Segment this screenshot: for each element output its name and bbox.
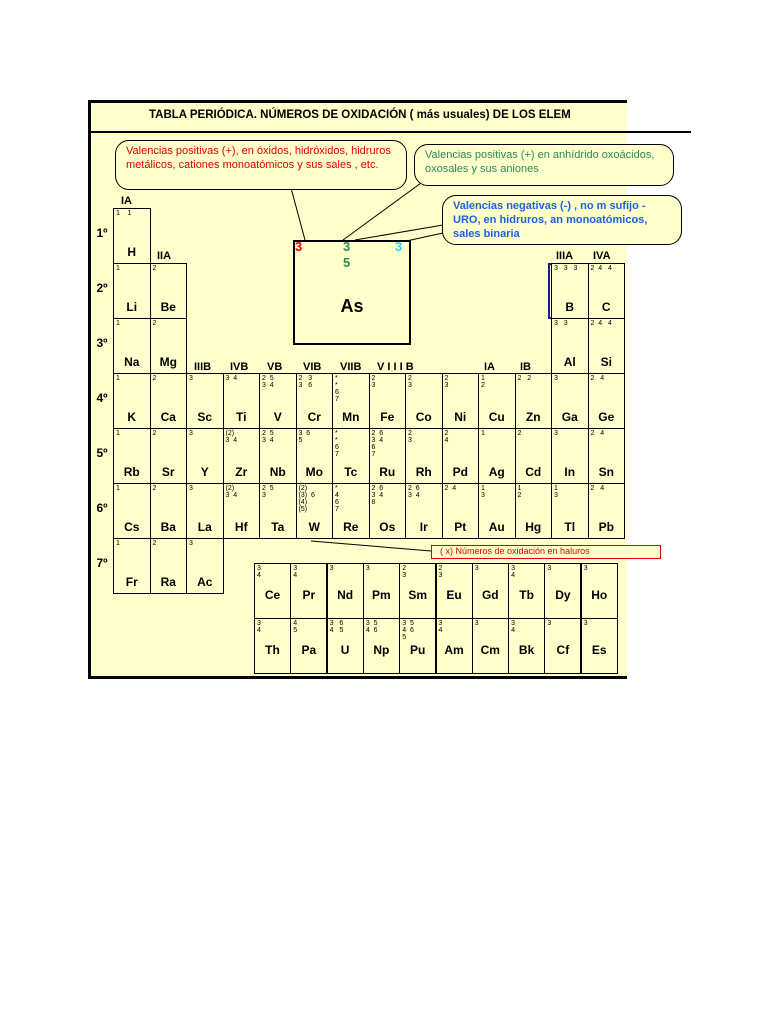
element-symbol: Am <box>444 643 464 657</box>
element-symbol: Ca <box>160 410 176 424</box>
element-symbol: Sn <box>598 465 614 479</box>
oxidation-states: 3 4 <box>511 620 515 634</box>
oxidation-states: 1 <box>116 375 120 382</box>
oxidation-states: * 4 6 7 <box>335 485 339 513</box>
halide-footnote: ( x) Números de oxidación en haluros <box>431 545 661 559</box>
oxidation-states: 3 <box>474 565 479 572</box>
element-cell-ca <box>150 373 188 429</box>
element-symbol: Ac <box>197 575 213 589</box>
element-cell-la <box>186 483 224 539</box>
oxidation-states: (2) 3 4 <box>225 485 238 499</box>
positive-valences-callout: Valencias positivas (+), en óxidos, hidróxidos, hidruros metálicos, cationes monoatómicos y sus sales , etc. <box>115 140 407 190</box>
period-label: 6º <box>96 501 108 515</box>
element-symbol: Cu <box>488 410 505 424</box>
element-cell-mn <box>332 373 370 429</box>
element-symbol: Rb <box>123 465 140 479</box>
oxidation-states: 1 1 <box>116 210 132 217</box>
element-symbol: Tl <box>564 520 576 534</box>
element-cell-nb <box>259 428 297 484</box>
element-symbol: Fr <box>125 575 138 589</box>
oxidation-states: 3 4 <box>293 565 298 579</box>
element-symbol: Au <box>488 520 505 534</box>
element-cell-pu <box>399 618 436 674</box>
period-label: 7º <box>96 556 108 570</box>
oxidation-states: 3 4 <box>438 620 443 634</box>
element-cell-cm <box>472 618 509 674</box>
group-label: IB <box>520 361 531 373</box>
element-cell-cf <box>544 618 581 674</box>
oxidation-states: 3 3 <box>554 320 568 327</box>
oxidation-states: 3 <box>583 565 588 572</box>
element-symbol: Al <box>563 355 576 369</box>
element-cell-ir <box>405 483 443 539</box>
element-cell-zr <box>223 428 261 484</box>
element-cell-pm <box>363 563 400 619</box>
oxidation-states: 2 5 3 <box>262 485 274 499</box>
element-symbol: Tb <box>519 588 534 602</box>
element-cell-ce <box>254 563 291 619</box>
negative-valences-callout: Valencias negativas (-) , no m sufijo -URO, en hidruros, an monoatómicos, sales binaria <box>442 195 682 245</box>
period-label: 5º <box>96 446 108 460</box>
element-symbol: H <box>127 245 137 259</box>
element-symbol: V <box>273 410 282 424</box>
oxidation-states: 3 4 <box>511 565 515 579</box>
group-label: IA <box>484 361 495 373</box>
element-cell-os <box>369 483 407 539</box>
element-cell-ru <box>369 428 407 484</box>
oxidation-states: 3 3 3 <box>554 265 578 272</box>
element-cell-ag <box>478 428 516 484</box>
group-label: VIIB <box>340 361 362 373</box>
element-symbol: Ti <box>236 410 247 424</box>
element-cell-hg <box>515 483 553 539</box>
element-cell-ac <box>186 538 224 594</box>
element-symbol: Ga <box>561 410 578 424</box>
element-symbol: Pt <box>454 520 467 534</box>
element-cell-k <box>113 373 151 429</box>
oxidation-states: 2 <box>152 540 157 547</box>
table-title: TABLA PERIÓDICA. NÚMEROS DE OXIDACIÓN ( más usuales) DE LOS ELEM <box>91 103 691 133</box>
element-cell-pr <box>290 563 327 619</box>
element-cell-eu <box>436 563 473 619</box>
element-symbol: Hg <box>525 520 542 534</box>
element-symbol: Zr <box>235 465 248 479</box>
element-symbol: Sc <box>197 410 213 424</box>
element-cell-gd <box>472 563 509 619</box>
oxidation-states: 2 3 <box>408 430 412 444</box>
element-symbol: Y <box>200 465 209 479</box>
oxidation-states: 1 <box>116 265 120 272</box>
element-cell-cd <box>515 428 553 484</box>
element-symbol: Os <box>379 520 396 534</box>
example-blue-valence: 3 <box>395 239 403 254</box>
oxidation-states: 3 6 5 <box>298 430 311 444</box>
oxidation-states: 2 5 3 4 <box>262 375 274 389</box>
element-symbol: Tc <box>344 465 358 479</box>
element-cell-mg <box>150 318 188 374</box>
oxidation-states: 2 3 <box>438 565 443 579</box>
group-label: VB <box>267 361 283 373</box>
element-symbol: Mo <box>305 465 323 479</box>
oxidation-states: 2 <box>152 485 157 492</box>
oxidation-states: 1 <box>116 430 120 437</box>
element-symbol: Th <box>265 643 280 657</box>
oxoacid-valences-callout: Valencias positivas (+) en anhídrido oxoácidos, oxosales y sus aniones <box>414 144 674 186</box>
oxidation-states: 3 <box>189 375 193 382</box>
element-cell-na <box>113 318 151 374</box>
element-cell-dy <box>544 563 581 619</box>
element-symbol: Co <box>415 410 432 424</box>
oxidation-states: 2 3 <box>402 565 407 579</box>
periodic-table-sheet <box>88 100 655 679</box>
element-cell-ge <box>588 373 626 429</box>
oxidation-states: 2 2 <box>517 375 532 382</box>
oxidation-states: 2 <box>152 430 157 437</box>
oxidation-states: * * 6 7 <box>335 375 339 403</box>
element-cell-ti <box>223 373 261 429</box>
element-cell-th <box>254 618 291 674</box>
element-cell-bk <box>508 618 545 674</box>
element-symbol: Cf <box>556 643 570 657</box>
element-symbol: Ce <box>264 588 281 602</box>
element-cell-re <box>332 483 370 539</box>
oxidation-states: 3 <box>554 375 558 382</box>
oxidation-states: 3 5 4 6 <box>365 620 378 634</box>
oxidation-states: 2 4 <box>444 485 457 492</box>
oxidation-states: 3 4 <box>257 620 261 634</box>
element-symbol: W <box>308 520 320 534</box>
example-symbol: As <box>340 296 364 316</box>
oxidation-states: * * 6 7 <box>335 430 339 458</box>
group-label: IIA <box>157 250 172 262</box>
group-label: IIIB <box>194 361 212 373</box>
oxidation-states: 1 <box>481 430 485 437</box>
element-cell-al <box>551 318 589 374</box>
element-symbol: Mg <box>159 355 177 369</box>
element-cell-es <box>581 618 618 674</box>
element-symbol: U <box>340 643 350 657</box>
element-cell-sm <box>399 563 436 619</box>
element-symbol: Be <box>160 300 176 314</box>
element-cell-v <box>259 373 297 429</box>
element-cell-li <box>113 263 151 319</box>
oxidation-states: 2 <box>517 430 522 437</box>
oxidation-states: 2 3 <box>444 375 449 389</box>
example-element-cell <box>293 240 411 345</box>
oxidation-states: 3 <box>583 620 588 627</box>
element-cell-nd <box>327 563 364 619</box>
element-symbol: Ni <box>454 410 467 424</box>
element-symbol: Cd <box>525 465 542 479</box>
element-cell-si <box>588 318 626 374</box>
element-cell-hf <box>223 483 261 539</box>
element-cell-pb <box>588 483 626 539</box>
element-symbol: Sr <box>161 465 175 479</box>
example-red-valence: 3 <box>295 239 303 254</box>
element-symbol: Pu <box>410 643 426 657</box>
oxidation-states: 1 2 <box>481 375 485 389</box>
element-symbol: Dy <box>555 588 571 602</box>
oxidation-states: 2 4 4 <box>590 265 612 272</box>
element-cell-ta <box>259 483 297 539</box>
element-symbol: Pd <box>452 465 468 479</box>
oxidation-states: 3 4 <box>257 565 261 579</box>
element-cell-au <box>478 483 516 539</box>
element-symbol: Ra <box>160 575 176 589</box>
element-symbol: Pm <box>372 588 391 602</box>
oxidation-states: 1 2 <box>517 485 522 499</box>
element-symbol: Sm <box>408 588 428 602</box>
element-symbol: Ag <box>488 465 505 479</box>
element-cell-tb <box>508 563 545 619</box>
oxidation-states: 1 <box>116 485 120 492</box>
element-cell-sr <box>150 428 188 484</box>
oxidation-states: 2 6 3 4 <box>408 485 420 499</box>
element-cell-am <box>436 618 473 674</box>
oxidation-states: 1 3 <box>481 485 485 499</box>
element-cell-be <box>150 263 188 319</box>
element-symbol: Ge <box>598 410 615 424</box>
element-cell-tc <box>332 428 370 484</box>
oxidation-states: 2 3 <box>408 375 412 389</box>
period-label: 3º <box>96 336 108 350</box>
element-cell-pa <box>290 618 327 674</box>
element-cell-cu <box>478 373 516 429</box>
element-cell-h <box>113 208 151 264</box>
oxidation-states: 3 <box>547 620 552 627</box>
element-cell-ga <box>551 373 589 429</box>
oxidation-states: 1 <box>116 320 120 327</box>
element-symbol: Mn <box>342 410 360 424</box>
element-cell-ni <box>442 373 480 429</box>
oxidation-states: 3 <box>474 620 479 627</box>
group-label: IVA <box>593 250 611 262</box>
oxidation-states: 3 <box>189 540 193 547</box>
group-label: IVB <box>230 361 249 373</box>
oxidation-states: 3 <box>365 565 370 572</box>
oxidation-states: 2 3 3 6 <box>298 375 313 389</box>
period-column <box>91 208 114 593</box>
element-symbol: La <box>197 520 212 534</box>
element-cell-y <box>186 428 224 484</box>
oxidation-states: 3 6 4 5 <box>329 620 344 634</box>
element-cell-rb <box>113 428 151 484</box>
element-symbol: Eu <box>446 588 462 602</box>
group-label: VIB <box>303 361 322 373</box>
element-cell-ho <box>581 563 618 619</box>
period-label: 4º <box>96 391 108 405</box>
element-symbol: Zn <box>525 410 541 424</box>
oxidation-states: (2) (3) 6 (4) (5) <box>298 485 315 513</box>
element-symbol: Ir <box>419 520 428 534</box>
element-symbol: Rh <box>415 465 432 479</box>
element-cell-pd <box>442 428 480 484</box>
group-label: V I I I B <box>377 361 414 373</box>
element-cell-rh <box>405 428 443 484</box>
element-symbol: Li <box>126 300 138 314</box>
element-cell-mo <box>296 428 334 484</box>
element-cell-in <box>551 428 589 484</box>
element-cell-u <box>327 618 364 674</box>
oxidation-states: 3 <box>189 430 193 437</box>
element-symbol: Cs <box>124 520 140 534</box>
oxidation-states: 1 3 <box>554 485 558 499</box>
element-symbol: Nb <box>269 465 286 479</box>
element-symbol: Pb <box>598 520 614 534</box>
element-symbol: Fe <box>380 410 395 424</box>
element-cell-sn <box>588 428 626 484</box>
element-cell-sc <box>186 373 224 429</box>
element-symbol: Ho <box>591 588 608 602</box>
oxidation-states: 2 4 <box>590 485 605 492</box>
element-symbol: Na <box>124 355 140 369</box>
element-symbol: C <box>601 300 611 314</box>
oxidation-states: 2 <box>152 320 157 327</box>
period-label: 2º <box>96 281 108 295</box>
element-cell-co <box>405 373 443 429</box>
element-cell-c <box>588 263 626 319</box>
example-green-valence: 3 5 <box>343 239 351 270</box>
oxidation-states: 2 <box>152 265 157 272</box>
oxidation-states: (2) 3 4 <box>225 430 238 444</box>
oxidation-states: 3 5 4 6 5 <box>402 620 414 641</box>
element-cell-cr <box>296 373 334 429</box>
oxidation-states: 3 <box>329 565 334 572</box>
oxidation-states: 3 4 <box>225 375 238 382</box>
element-symbol: Si <box>600 355 612 369</box>
oxidation-states: 2 6 3 4 8 <box>371 485 384 506</box>
oxidation-states: 2 4 <box>590 375 605 382</box>
element-symbol: K <box>127 410 137 424</box>
oxidation-states: 1 <box>116 540 120 547</box>
group-label: IIIA <box>556 250 574 262</box>
element-symbol: Pr <box>302 588 316 602</box>
element-symbol: B <box>565 300 575 314</box>
element-symbol: Ta <box>271 520 285 534</box>
oxidation-states: 2 4 <box>444 430 449 444</box>
element-cell-ra <box>150 538 188 594</box>
period-label: 1º <box>96 226 108 240</box>
oxidation-states: 2 6 3 4 6 7 <box>371 430 384 458</box>
element-symbol: Nd <box>337 588 354 602</box>
oxidation-states: 3 <box>554 430 558 437</box>
oxidation-states: 2 3 <box>371 375 376 389</box>
oxidation-states: 2 <box>152 375 157 382</box>
element-symbol: Ru <box>379 465 396 479</box>
element-symbol: Np <box>373 643 390 657</box>
element-cell-fe <box>369 373 407 429</box>
element-symbol: Es <box>591 643 607 657</box>
oxidation-states: 2 5 3 4 <box>262 430 274 444</box>
element-symbol: Ba <box>160 520 176 534</box>
element-cell-np <box>363 618 400 674</box>
element-cell-tl <box>551 483 589 539</box>
element-symbol: In <box>564 465 576 479</box>
oxidation-states: 3 <box>189 485 193 492</box>
oxidation-states: 3 <box>547 565 552 572</box>
oxidation-states: 2 4 4 <box>590 320 612 327</box>
element-cell-b <box>551 263 589 319</box>
element-symbol: Cm <box>480 643 500 657</box>
element-cell-ba <box>150 483 188 539</box>
element-cell-fr <box>113 538 151 594</box>
oxidation-states: 4 5 <box>293 620 298 634</box>
element-cell-cs <box>113 483 151 539</box>
oxidation-states: 2 4 <box>590 430 605 437</box>
element-symbol: Hf <box>234 520 248 534</box>
group-label: IA <box>121 195 132 207</box>
element-cell-zn <box>515 373 553 429</box>
element-symbol: Bk <box>518 643 535 657</box>
element-cell-w <box>296 483 334 539</box>
element-symbol: Pa <box>301 643 317 657</box>
element-symbol: Re <box>343 520 359 534</box>
element-symbol: Gd <box>481 588 499 602</box>
element-symbol: Cr <box>307 410 321 424</box>
element-cell-pt <box>442 483 480 539</box>
